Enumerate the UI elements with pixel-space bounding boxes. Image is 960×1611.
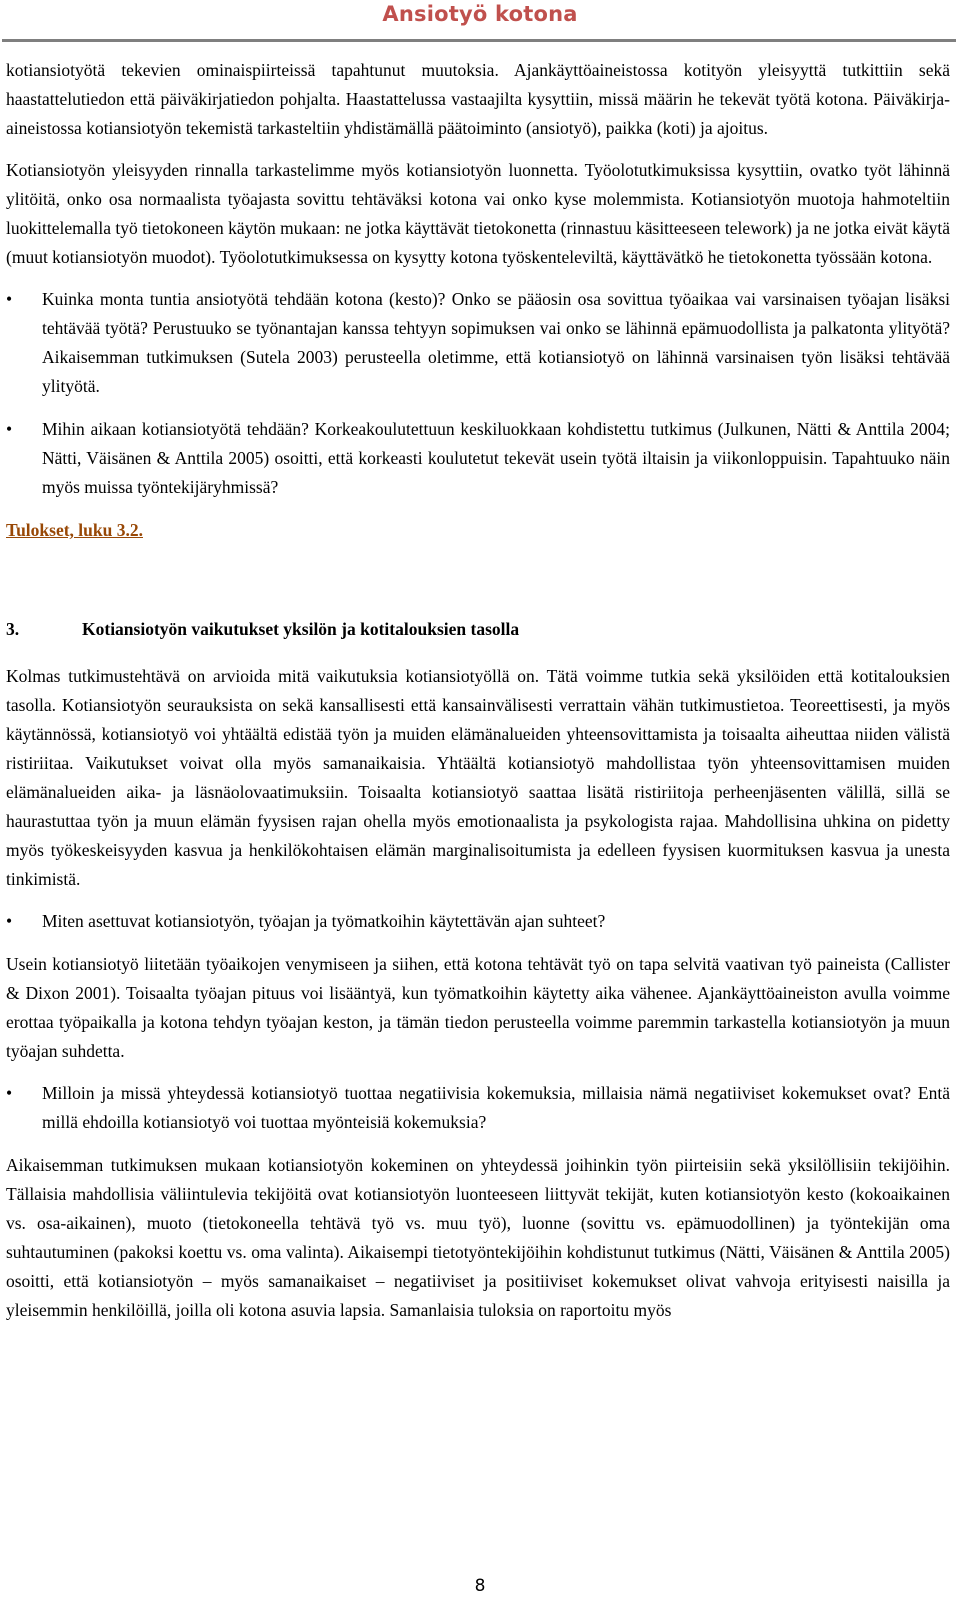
results-link[interactable]: Tulokset, luku 3.2. bbox=[6, 520, 143, 540]
bullet-item-4 bbox=[6, 1079, 950, 1137]
bullet-text-2: Mihin aikaan kotiansiotyötä tehdään? Korkeakoulutettuun keskiluokkaan kohdistettu tutkimus (Julkunen, Nätti & Anttila 2004; Nätti, Väisänen & Anttila 2005) osoitti, että korkeasti koulutetut tekevät usein työtä iltaisin ja viikonloppuisin. Tapahtuuko näin myös muissa työntekijäryhmissä? bbox=[42, 419, 950, 497]
bullet-text-4: Milloin ja missä yhteydessä kotiansiotyö tuottaa negatiivisia kokemuksia, millaisia nämä negatiiviset kokemukset ovat? Entä millä ehdoilla kotiansiotyö voi tuottaa myönteisiä kokemuksia? bbox=[42, 1083, 950, 1132]
paragraph-3: Kolmas tutkimustehtävä on arvioida mitä vaikutuksia kotiansiotyöllä on. Tätä voimme tutkia sekä yksilöiden että kotitalouksien tasolla. Kotiansiotyön seurauksista on sekä kansallisesti että kansainvälisesti verrattain vähän tutkimustietoa. Teoreettisesti, ja myös käytännössä, kotiansiotyö voi yhtäältä edistää työn ja muiden elämänalueiden yhteensovittamista ja toisaalta aiheuttaa niiden välistä ristiriitaa. Vaikutukset voivat olla myös samanaikaisia. Yhtäältä kotiansiotyö mahdollistaa työn yhteensovittamisen muiden elämänalueiden aika- ja läsnäolovaatimuksiin. Toisaalta kotiansiotyö saattaa lisätä ristiriitoja perheenjäsenten välillä, sillä se haurastuttaa työn ja muun elämän fyysisen rajan ohella myös emotionaalista ja psykologista rajaa. Mahdollisina uhkina on pidetty myös työkeskeisyyden kasvua ja henkilökohtaisen elämän marginalisoitumista ja edelleen fyysisen kuormituksen kasvua ja unesta tinkimistä. bbox=[6, 666, 950, 889]
paragraph-2: Kotiansiotyön yleisyyden rinnalla tarkastelimme myös kotiansiotyön luonnetta. Työolotutkimuksissa kysyttiin, ovatko työt lähinnä ylitöitä, onko osa normaalista työajasta sovittu tehtäväksi kotona vai onko kyse molemmista. Kotiansiotyön muotoja hahmoteltiin luokittelemalla työ tietokoneen käytön mukaan: ne jotka käyttävät tietokonetta (rinnastuu käsitteeseen telework) ja ne jotka eivät käytä (muut kotiansiotyön muodot). Työolotutkimuksessa on kysytty kotona työskenteleviltä, käyttävätkö he tietokonetta työssään kotona. bbox=[6, 160, 950, 267]
paragraph-1: kotiansiotyötä tekevien ominaispiirteissä tapahtunut muutoksia. Ajankäyttöaineistossa kotityön yleisyyttä tutkittiin sekä haastattelutiedon että päiväkirjatiedon pohjalta. Haastattelussa vastaajilta kysyttiin, missä määrin he tekevät työtä kotona. Päiväkirja-aineistossa kotiansiotyön tekemistä tarkasteltiin yhdistämällä päätoiminto (ansiotyö), paikka (koti) ja ajoitus. bbox=[6, 60, 950, 138]
section-number: 3. bbox=[6, 619, 20, 639]
section-heading bbox=[6, 615, 950, 644]
section-title: Kotiansiotyön vaikutukset yksilön ja kotitalouksien tasolla bbox=[82, 619, 520, 639]
bullet-icon: • bbox=[6, 419, 13, 439]
page-number: 8 bbox=[474, 1576, 486, 1596]
bullet-icon: • bbox=[6, 911, 13, 931]
bullet-item-1 bbox=[6, 285, 950, 401]
bullet-text-3: Miten asettuvat kotiansiotyön, työajan ja työmatkoihin käytettävän ajan suhteet? bbox=[42, 911, 606, 931]
bullet-icon: • bbox=[6, 1083, 13, 1103]
running-header-title: Ansiotyö kotona bbox=[382, 2, 578, 26]
bullet-icon: • bbox=[6, 289, 13, 309]
document-body bbox=[6, 56, 950, 1338]
paragraph-5: Aikaisemman tutkimuksen mukaan kotiansiotyön kokeminen on yhteydessä joihinkin työn piirteisiin sekä yksilöllisiin tekijöihin. Tällaisia mahdollisia väliintulevia tekijöitä ovat kotiansiotyön luonteeseen liittyvät tekijät, kuten kotiansiotyön kesto (kokoaikainen vs. osa-aikainen), muoto (tietokoneella tehtävä työ vs. muu työ), luonne (sovittu vs. epämuodollinen) ja työntekijän oma suhtautuminen (pakoksi koettu vs. oma valinta). Aikaisempi tietotyöntekijöihin kohdistunut tutkimus (Nätti, Väisänen & Anttila 2005) osoitti, että kotiansiotyön – myös samanaikaiset – negatiiviset ja positiiviset kokemukset olivat vahvoja erityisesti naisilla ja yleisemmin henkilöillä, joilla oli kotona asuvia lapsia. Samanlaisia tuloksia on raportoitu myös bbox=[6, 1155, 950, 1320]
bullet-text-1: Kuinka monta tuntia ansiotyötä tehdään kotona (kesto)? Onko se pääosin osa sovittua työaikaa vai varsinaisen työajan lisäksi tehtävää työtä? Perustuuko se työnantajan kanssa tehtyyn sopimuksen vai onko se lähinnä epämuodollista ja palkatonta ylityötä? Aikaisemman tutkimuksen (Sutela 2003) perusteella oletimme, että kotiansiotyö on lähinnä varsinaisen työn lisäksi tehtävää ylityötä. bbox=[42, 289, 950, 396]
header-divider bbox=[2, 39, 956, 42]
bullet-item-3 bbox=[6, 907, 950, 936]
bullet-item-2 bbox=[6, 415, 950, 502]
paragraph-4: Usein kotiansiotyö liitetään työaikojen venymiseen ja siihen, että kotona tehtävät työ on tapa selvitä vaativan työ paineista (Callister & Dixon 2001). Toisaalta työajan pituus voi lisääntyä, kun työmatkoihin käytetty aika vähenee. Ajankäyttöaineiston avulla voimme erottaa työpaikalla ja kotona tehdyn työajan keston, ja tämän tiedon perusteella voimme paremmin tarkastella kotiansiotyön ja muun työajan suhdetta. bbox=[6, 954, 950, 1061]
